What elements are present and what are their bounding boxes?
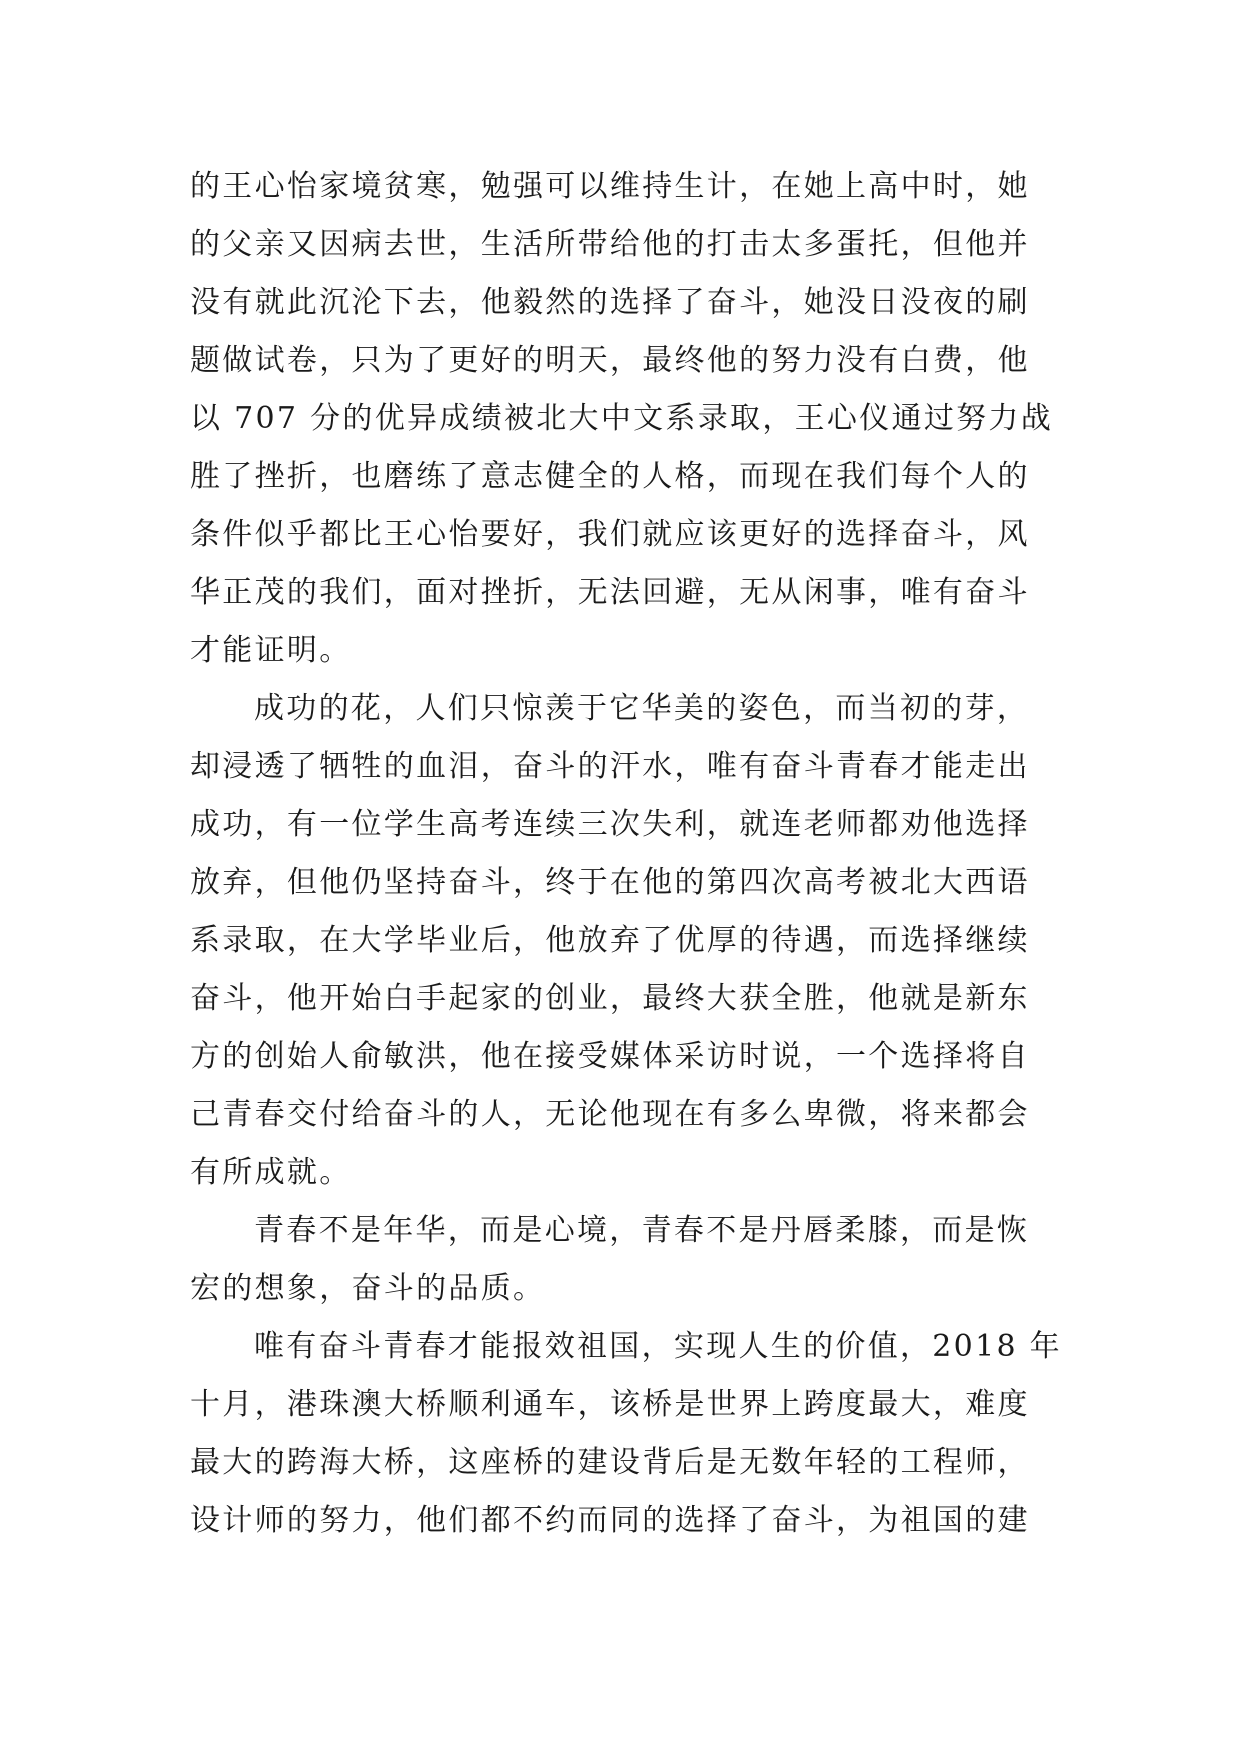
- text-line: 成功，有一位学生高考连续三次失利，就连老师都劝他选择: [190, 807, 1030, 842]
- text-line: 才能证明。: [190, 633, 352, 668]
- text-line: 的父亲又因病去世，生活所带给他的打击太多蛋托，但他并: [190, 227, 1030, 262]
- text-line: 成功的花，人们只惊羡于它华美的姿色，而当初的芽，: [254, 691, 1030, 726]
- paragraph-1: [190, 158, 1054, 680]
- text-line: 宏的想象，奋斗的品质。: [190, 1271, 546, 1306]
- text-line: 的王心怡家境贫寒，勉强可以维持生计，在她上高中时，她: [190, 169, 1030, 204]
- text-line: 华正茂的我们，面对挫折，无法回避，无从闲事，唯有奋斗: [190, 575, 1030, 610]
- body-text: [190, 158, 1062, 1550]
- text-line: 奋斗，他开始白手起家的创业，最终大获全胜，他就是新东: [190, 981, 1030, 1016]
- text-line: 十月，港珠澳大桥顺利通车，该桥是世界上跨度最大，难度: [190, 1387, 1030, 1422]
- text-line: 系录取，在大学毕业后，他放弃了优厚的待遇，而选择继续: [190, 923, 1030, 958]
- text-line: 唯有奋斗青春才能报效祖国，实现人生的价值，2018 年: [254, 1329, 1062, 1364]
- text-line: 最大的跨海大桥，这座桥的建设背后是无数年轻的工程师，: [190, 1445, 1030, 1480]
- text-line: 胜了挫折，也磨练了意志健全的人格，而现在我们每个人的: [190, 459, 1030, 494]
- text-line: 条件似乎都比王心怡要好，我们就应该更好的选择奋斗，风: [190, 517, 1030, 552]
- text-line: 己青春交付给奋斗的人，无论他现在有多么卑微，将来都会: [190, 1097, 1030, 1132]
- text-line: 方的创始人俞敏洪，他在接受媒体采访时说，一个选择将自: [190, 1039, 1030, 1074]
- text-line: 题做试卷，只为了更好的明天，最终他的努力没有白费，他: [190, 343, 1030, 378]
- text-line: 设计师的努力，他们都不约而同的选择了奋斗，为祖国的建: [190, 1503, 1030, 1538]
- text-line: 放弃，但他仍坚持奋斗，终于在他的第四次高考被北大西语: [190, 865, 1030, 900]
- text-line: 青春不是年华，而是心境，青春不是丹唇柔膝，而是恢: [254, 1213, 1030, 1248]
- text-line: 没有就此沉沦下去，他毅然的选择了奋斗，她没日没夜的刷: [190, 285, 1030, 320]
- text-line: 却浸透了牺牲的血泪，奋斗的汗水，唯有奋斗青春才能走出: [190, 749, 1030, 784]
- paragraph-3: [190, 1202, 1050, 1318]
- text-line: 有所成就。: [190, 1155, 352, 1190]
- paragraph-4: [190, 1318, 1062, 1550]
- text-line: 以 707 分的优异成绩被北大中文系录取，王心仪通过努力战: [190, 401, 1054, 436]
- paragraph-2: [190, 680, 1050, 1202]
